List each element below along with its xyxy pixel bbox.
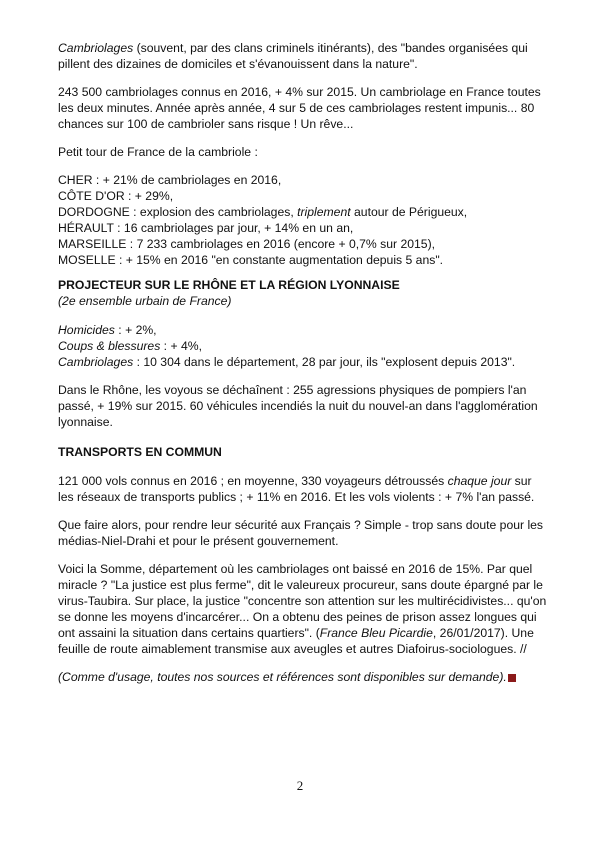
tour-text: DORDOGNE : explosion des cambriolages, xyxy=(58,205,298,219)
stat-homicides xyxy=(58,322,548,338)
transports-text: se donne les moyens d'incarcérer... On a obtenu des peines de prison assez longues qui xyxy=(58,610,537,624)
transports-line xyxy=(58,473,548,489)
tour-item-herault: HÉRAULT : 16 cambriolages par jour, + 14% en un an, xyxy=(58,221,354,235)
transports-text: Voici la Somme, département où les cambriolages ont baissé en 2016 de 15%. Par quel xyxy=(58,562,533,576)
section-subheading-rhone: (2e ensemble urbain de France) xyxy=(58,294,232,308)
stat-label: Cambriolages xyxy=(58,355,134,369)
rhone-text: lyonnaise. xyxy=(58,415,113,429)
transports-paragraph-3 xyxy=(58,561,548,657)
transports-text: les réseaux de transports publics ; + 11% en 2016. Et les vols violents : + 7% l'an passé. xyxy=(58,490,535,504)
section-heading-transports: TRANSPORTS EN COMMUN xyxy=(58,445,222,459)
transports-text: feuille de route aimablement transmise aux aveugles et autres Diafoirus-sociologues. // xyxy=(58,642,527,656)
rhone-stats xyxy=(58,322,548,370)
transports-text: Que faire alors, pour rendre leur sécurité aux Français ? Simple - trop sans doute pour les xyxy=(58,518,544,532)
tour-item-moselle: MOSELLE : + 15% en 2016 "en constante augmentation depuis 5 ans". xyxy=(58,253,444,267)
end-square-icon xyxy=(508,674,516,682)
transports-text: médias-Niel-Drahi et pour le présent gouvernement. xyxy=(58,534,339,548)
transports-text: sur xyxy=(511,474,532,488)
transports-text: , 26/01/2017). Une xyxy=(432,626,534,640)
page-number: 2 xyxy=(296,778,304,793)
stat-label: Homicides xyxy=(58,323,115,337)
intro-paragraph-3: Petit tour de France de la cambriole : xyxy=(58,145,258,159)
tour-emphasis: triplement xyxy=(297,205,351,219)
transports-emphasis: chaque jour xyxy=(447,474,512,488)
transports-text: 121 000 vols connus en 2016 ; en moyenne, 330 voyageurs détroussés xyxy=(58,474,448,488)
section-heading-rhone: PROJECTEUR SUR LE RHÔNE ET LA RÉGION LYONNAISE xyxy=(58,278,400,292)
intro-paragraph-2 xyxy=(58,84,548,132)
source-citation: France Bleu Picardie xyxy=(319,626,433,640)
tour-list xyxy=(58,172,548,268)
stat-value: : + 4%, xyxy=(160,339,202,353)
transports-text: ont assaini la situation dans certains quartiers". ( xyxy=(58,626,320,640)
intro-paragraph-1 xyxy=(58,40,548,72)
stat-value: : 10 304 dans le département, 28 par jour, ils "explosent depuis 2013". xyxy=(133,355,516,369)
transports-paragraph-2 xyxy=(58,517,548,549)
closing-note xyxy=(58,669,548,685)
stat-value: : + 2%, xyxy=(114,323,157,337)
tour-item-cher: CHER : + 21% de cambriolages en 2016, xyxy=(58,173,282,187)
closing-text: (Comme d'usage, toutes nos sources et références sont disponibles sur demande). xyxy=(58,670,507,684)
stat-label: Coups & blessures xyxy=(58,339,161,353)
intro-text: (souvent, par des clans criminels itinérants), des "bandes organisées qui xyxy=(133,41,528,55)
tour-text: autour de Périgueux, xyxy=(350,205,468,219)
tour-item-marseille: MARSEILLE : 7 233 cambriolages en 2016 (encore + 0,7% sur 2015), xyxy=(58,237,436,251)
rhone-text: Dans le Rhône, les voyous se déchaînent : 255 agressions physiques de pompiers l'an xyxy=(58,383,527,397)
intro-text: pillent des dizaines de domiciles et s'évanouissent dans la nature". xyxy=(58,57,418,71)
stat-cambriolages xyxy=(58,354,548,370)
intro-text: chances sur 100 de cambrioler sans risque ! Un rêve... xyxy=(58,117,354,131)
rhone-paragraph xyxy=(58,382,548,430)
transports-text: miracle ? "La justice est plus ferme", dit le valeureux procureur, sans doute épargné par le xyxy=(58,578,543,592)
transports-line xyxy=(58,625,548,641)
intro-text: 243 500 cambriolages connus en 2016, + 4% sur 2015. Un cambriolage en France toutes xyxy=(58,85,541,99)
tour-item-cotedor: CÔTE D'OR : + 29%, xyxy=(58,189,174,203)
transports-paragraph-1 xyxy=(58,473,548,505)
tour-item-dordogne xyxy=(58,204,548,220)
rhone-text: passé, + 19% sur 2015. 60 véhicules incendiés la nuit du nouvel-an dans l'agglomération xyxy=(58,399,538,413)
intro-emphasis: Cambriolages xyxy=(58,41,134,55)
intro-text: les deux minutes. Année après année, 4 sur 5 de ces cambriolages restent impunis... 80 xyxy=(58,101,535,115)
transports-text: virus-Taubira. Sur place, la justice "concentre son attention sur les multirécidivistes... qu'on xyxy=(58,594,547,608)
stat-coups xyxy=(58,338,548,354)
document-page xyxy=(58,40,548,697)
